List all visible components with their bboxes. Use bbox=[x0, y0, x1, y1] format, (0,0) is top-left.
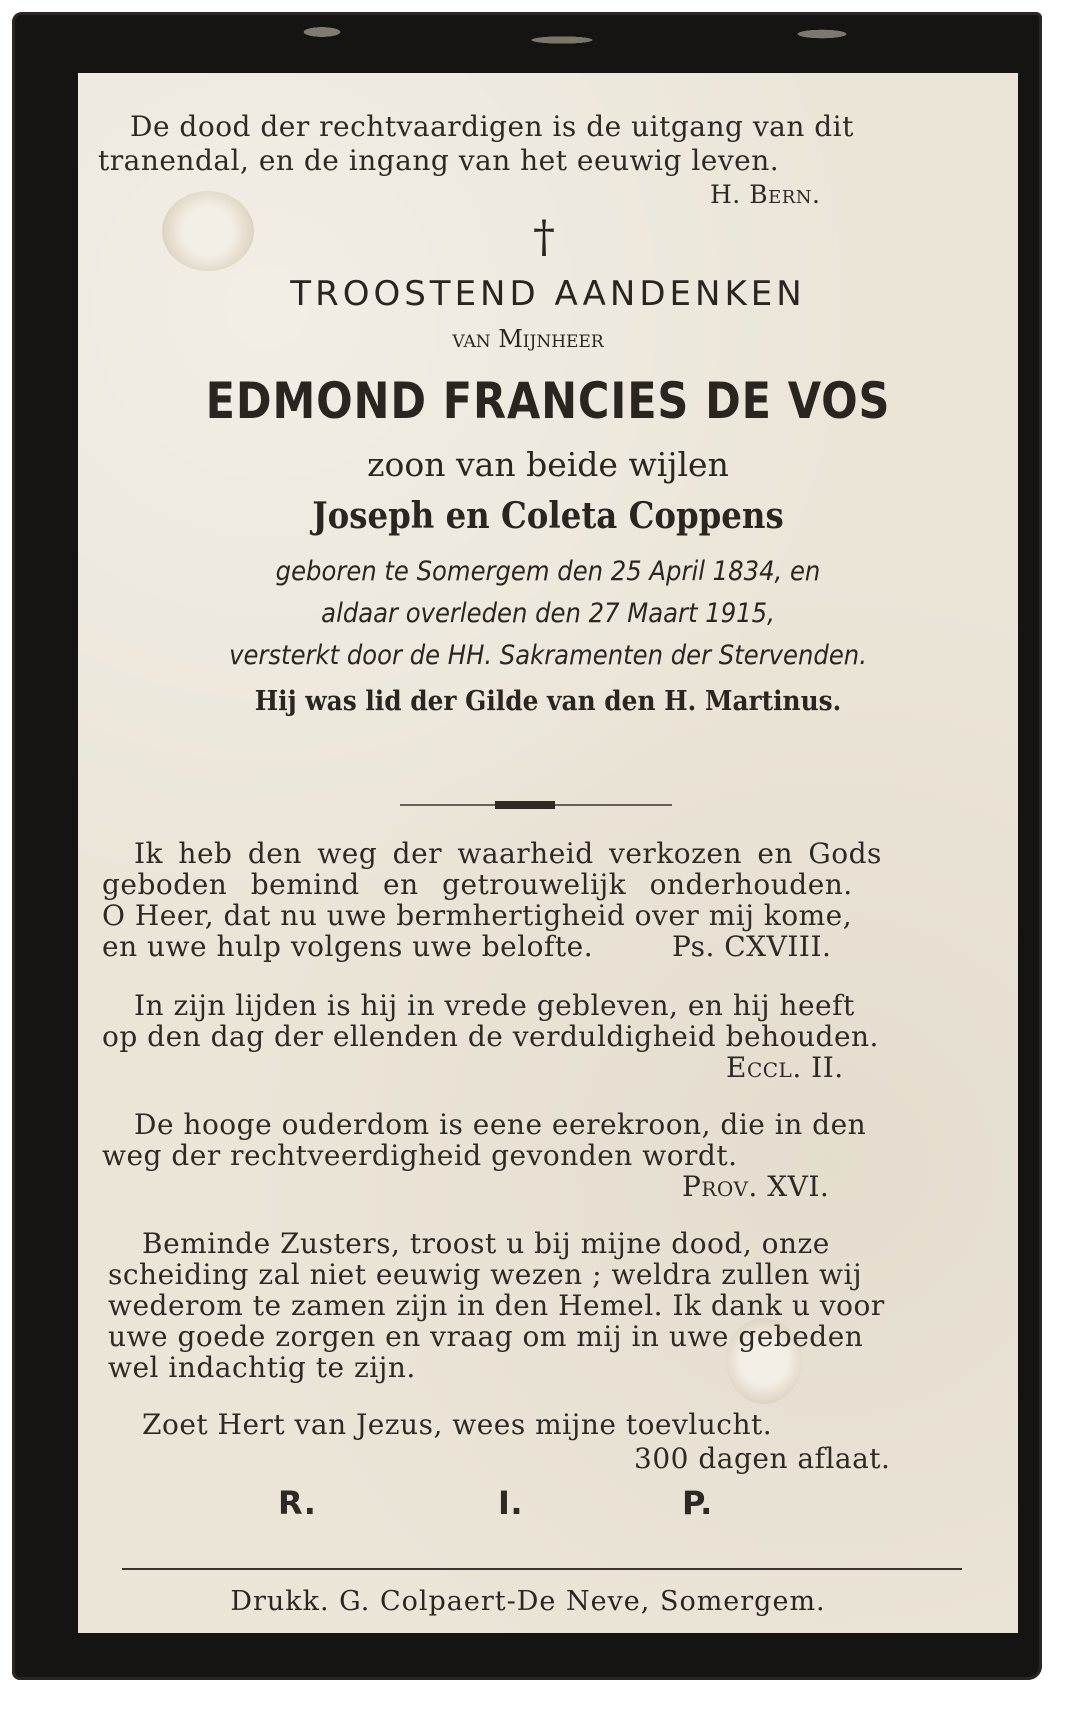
indulgence-line: 300 dagen aflaat. bbox=[634, 1442, 891, 1475]
verse-source: Eccl. II. bbox=[726, 1051, 844, 1084]
memorial-heading: TROOSTEND AANDENKEN bbox=[290, 274, 806, 314]
footer-rule bbox=[122, 1568, 962, 1570]
verse-line: Ik heb den weg der waarheid verkozen en Gods bbox=[134, 837, 882, 870]
farewell-line: wel indachtig te zijn. bbox=[108, 1351, 416, 1384]
epigraph-line-1: De dood der rechtvaardigen is de uitgang van dit bbox=[130, 110, 854, 143]
farewell-line: scheiding zal niet eeuwig wezen ; weldra zullen wij bbox=[108, 1258, 863, 1291]
verse-line: De hooge ouderdom is eene eerekroon, die in den bbox=[134, 1108, 867, 1141]
rip-letter: I. bbox=[498, 1484, 524, 1522]
son-of-line: zoon van beide wijlen bbox=[367, 445, 729, 484]
farewell-line: uwe goede zorgen en vraag om mij in uwe gebeden bbox=[108, 1320, 864, 1353]
memorial-card-border bbox=[12, 12, 1042, 1680]
birth-line: geboren te Somergem den 25 April 1834, en bbox=[275, 556, 821, 587]
verse-line: en uwe hulp volgens uwe belofte. bbox=[102, 930, 594, 963]
verse-line: op den dag der ellenden de verduldigheid behouden. bbox=[102, 1020, 879, 1053]
printer-line: Drukk. G. Colpaert-De Neve, Somergem. bbox=[230, 1586, 826, 1617]
death-line: aldaar overleden den 27 Maart 1915, bbox=[321, 598, 775, 629]
sacraments-line: versterkt door de HH. Sakramenten der Stervenden. bbox=[229, 640, 867, 671]
ornamental-divider bbox=[400, 800, 672, 810]
guild-line: Hij was lid der Gilde van den H. Martinus. bbox=[254, 686, 842, 717]
verse-line: geboden bemind en getrouwelijk onderhouden. bbox=[102, 868, 853, 901]
rip-letter: R. bbox=[278, 1484, 317, 1522]
rip-letter: P. bbox=[682, 1484, 713, 1522]
verse-source: Prov. XVI. bbox=[682, 1170, 830, 1203]
epigraph-line-2: tranendal, en de ingang van het eeuwig leven. bbox=[98, 144, 780, 177]
verse-source: Ps. CXVIII. bbox=[672, 930, 832, 963]
verse-line: In zijn lijden is hij in vrede gebleven, en hij heeft bbox=[134, 989, 855, 1022]
epigraph-source: H. Bern. bbox=[710, 180, 821, 209]
parents-names: Joseph en Coleta Coppens bbox=[312, 495, 784, 537]
farewell-line: wederom te zamen zijn in den Hemel. Ik dank u voor bbox=[108, 1289, 885, 1322]
farewell-line: Beminde Zusters, troost u bij mijne dood, onze bbox=[142, 1227, 830, 1260]
prayer-line: Zoet Hert van Jezus, wees mijne toevlucht. bbox=[142, 1408, 773, 1441]
verse-line: O Heer, dat nu uwe bermhertigheid over mij kome, bbox=[102, 899, 853, 932]
cross-icon: † bbox=[533, 212, 555, 263]
memorial-subheading: van Mijnheer bbox=[452, 325, 604, 353]
memorial-card-paper bbox=[78, 73, 1018, 1633]
deceased-name: EDMOND FRANCIES DE VOS bbox=[205, 372, 891, 430]
verse-line: weg der rechtveerdigheid gevonden wordt. bbox=[102, 1139, 738, 1172]
